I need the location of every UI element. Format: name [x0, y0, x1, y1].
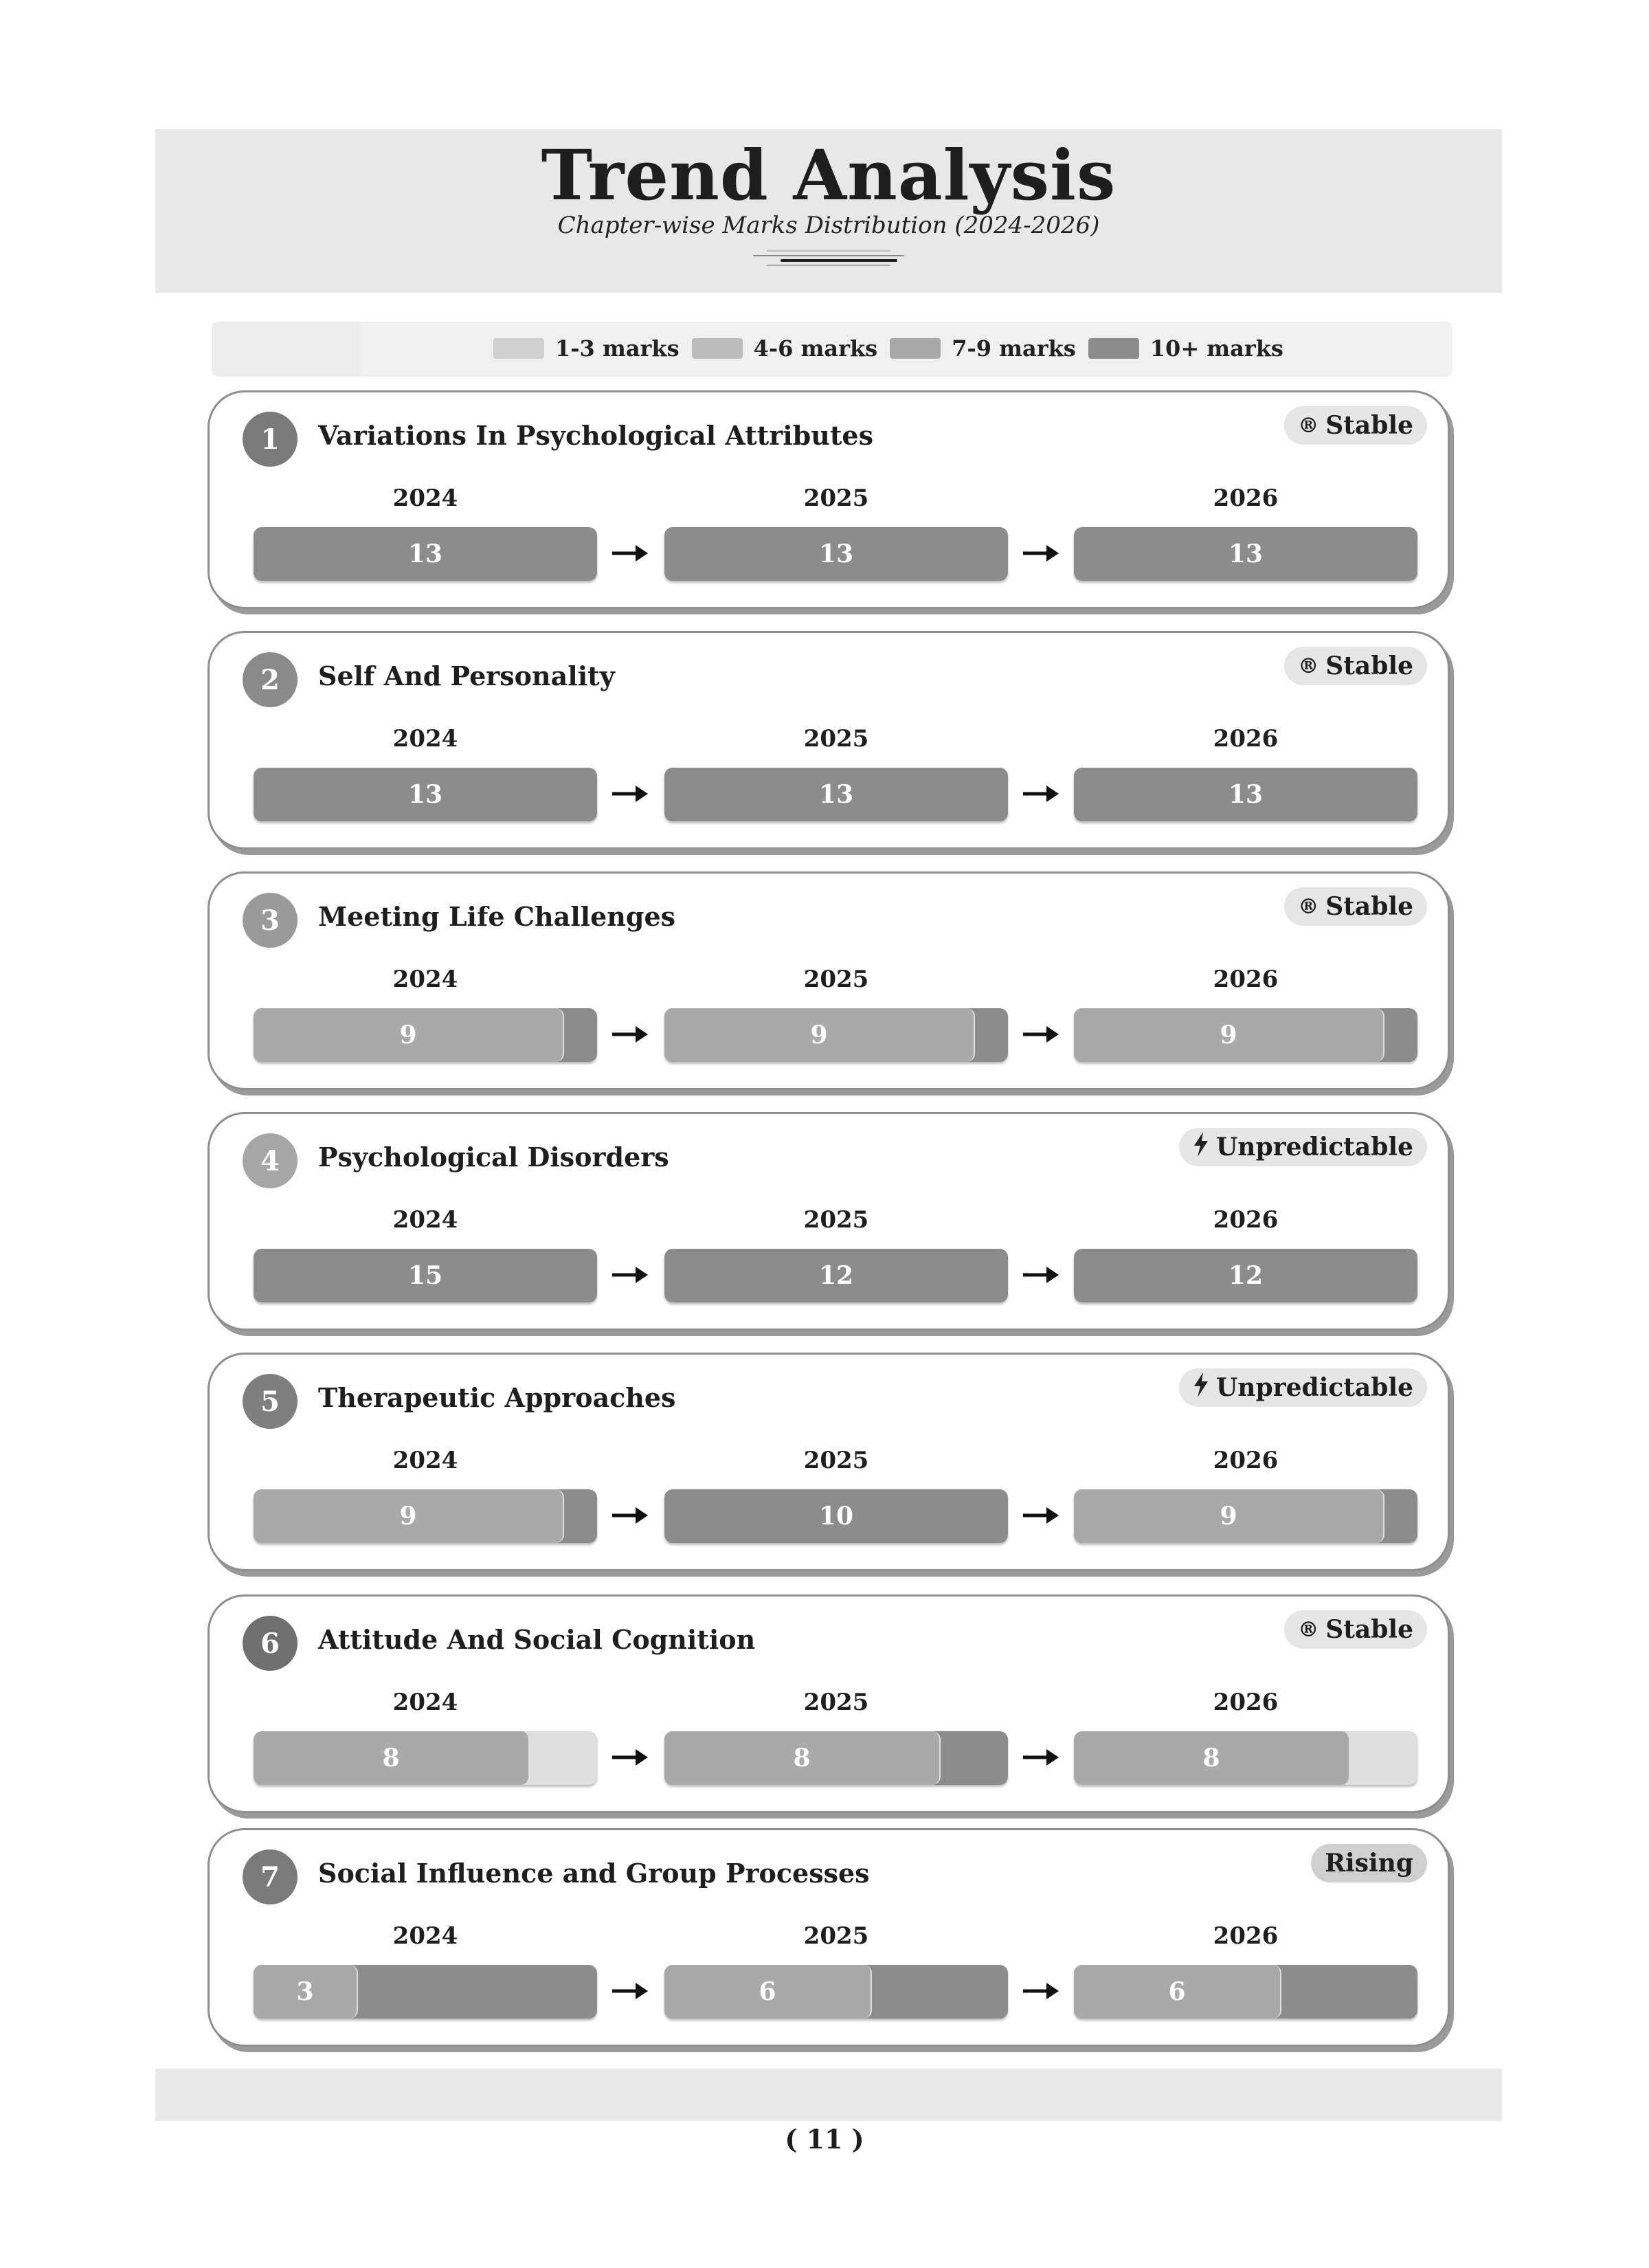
marks-value: 13 [407, 780, 443, 809]
year-label: 2024 [392, 485, 458, 512]
legend-item [890, 335, 1076, 362]
legend-item [1088, 335, 1283, 362]
marks-bar [254, 527, 597, 581]
marks-value: 9 [1220, 1021, 1237, 1049]
year-label: 2025 [803, 485, 869, 512]
footer-band [155, 2069, 1502, 2121]
marks-bar [1074, 1008, 1417, 1062]
trend-badge [1179, 1128, 1427, 1166]
year-label: 2025 [803, 1206, 869, 1234]
chapter-title: Self And Personality [318, 660, 615, 691]
marks-bar [254, 1731, 597, 1785]
header-band [155, 129, 1502, 293]
year-label: 2024 [392, 1689, 458, 1716]
marks-value: 10 [818, 1502, 854, 1531]
marks-bar [664, 768, 1008, 821]
marks-value: 9 [399, 1021, 417, 1049]
marks-bar [664, 1008, 1008, 1062]
arrow-right-icon [1022, 1021, 1060, 1048]
chapter-title: Meeting Life Challenges [318, 901, 676, 932]
arrow-right-icon [1022, 1502, 1060, 1529]
legend-item [493, 335, 680, 362]
chapter-card [207, 1828, 1450, 2047]
trend-badge [1311, 1844, 1427, 1882]
chapter-card [207, 631, 1450, 849]
chapter-title: Attitude And Social Cognition [318, 1624, 756, 1655]
marks-value: 15 [407, 1261, 443, 1290]
marks-value: 9 [810, 1021, 828, 1049]
marks-bar [254, 1489, 597, 1543]
trend-badge [1284, 406, 1427, 445]
marks-value: 13 [407, 540, 443, 568]
registered-icon: ® [1298, 654, 1319, 678]
year-label: 2025 [803, 725, 869, 753]
marks-value: 8 [1202, 1744, 1220, 1772]
marks-value: 12 [818, 1261, 854, 1290]
marks-value: 6 [759, 1977, 776, 2006]
trend-badge [1284, 1610, 1427, 1649]
marks-bar [254, 768, 597, 821]
chapter-number-badge: 5 [243, 1374, 298, 1429]
year-label: 2025 [803, 966, 869, 993]
year-label: 2026 [1213, 1922, 1279, 1950]
year-label: 2025 [803, 1447, 869, 1474]
chapter-number-badge: 4 [243, 1133, 298, 1188]
chapter-title: Social Influence and Group Processes [318, 1858, 870, 1889]
year-label: 2026 [1213, 1689, 1279, 1716]
chapter-title: Psychological Disorders [318, 1142, 669, 1172]
marks-bar [664, 1965, 1008, 2019]
chapter-card [207, 1353, 1450, 1571]
chapter-card [207, 871, 1450, 1090]
marks-value: 12 [1228, 1261, 1264, 1290]
registered-icon: ® [1298, 894, 1319, 919]
registered-icon: ® [1298, 413, 1319, 438]
marks-value: 8 [793, 1744, 811, 1772]
legend [212, 322, 1452, 377]
marks-bar [254, 1249, 597, 1302]
chapter-number-badge: 2 [243, 652, 298, 707]
marks-bar [254, 1965, 597, 2019]
legend-label: 10+ marks [1149, 335, 1283, 362]
marks-value: 3 [296, 1977, 314, 2006]
marks-bar [1074, 1965, 1417, 2019]
marks-bar [664, 1489, 1008, 1543]
marks-bar [664, 1249, 1008, 1302]
legend-swatch [692, 338, 743, 359]
trend-badge [1284, 887, 1427, 926]
arrow-right-icon [1022, 780, 1060, 808]
year-label: 2026 [1213, 1447, 1279, 1474]
page-title: Trend Analysis [541, 135, 1117, 216]
marks-value: 13 [1228, 540, 1264, 568]
marks-bar [1074, 527, 1417, 581]
trend-label: Unpredictable [1215, 1373, 1413, 1402]
marks-value: 8 [382, 1744, 400, 1772]
arrow-right-icon [1022, 540, 1060, 567]
arrow-right-icon [611, 540, 649, 567]
year-label: 2024 [392, 1447, 458, 1474]
chapter-title: Therapeutic Approaches [318, 1382, 676, 1413]
marks-bar [1074, 1489, 1417, 1543]
year-label: 2024 [392, 966, 458, 993]
trend-label: Stable [1325, 1615, 1413, 1644]
chapter-card [207, 390, 1450, 609]
year-label: 2024 [392, 725, 458, 753]
chapter-title: Variations In Psychological Attributes [318, 420, 873, 451]
marks-bar [664, 1731, 1008, 1785]
arrow-right-icon [611, 1744, 649, 1771]
trend-label: Rising [1325, 1849, 1413, 1878]
page-number: ( 11 ) [785, 2124, 864, 2155]
year-label: 2024 [392, 1206, 458, 1234]
arrow-right-icon [611, 1021, 649, 1048]
arrow-right-icon [1022, 1261, 1060, 1289]
marks-value: 6 [1168, 1977, 1186, 2006]
marks-value: 13 [818, 780, 854, 809]
lightning-icon [1193, 1132, 1209, 1162]
chapter-number-badge: 3 [243, 893, 298, 948]
page-subtitle: Chapter-wise Marks Distribution (2024-2026) [557, 212, 1100, 239]
trend-label: Unpredictable [1215, 1133, 1413, 1161]
marks-bar [254, 1008, 597, 1062]
legend-label: 1-3 marks [555, 335, 680, 362]
arrow-right-icon [1022, 1744, 1060, 1771]
registered-icon: ® [1298, 1617, 1319, 1642]
marks-value: 9 [399, 1502, 417, 1531]
trend-badge [1284, 647, 1427, 685]
chapter-number-badge: 1 [243, 412, 298, 467]
legend-swatch [1088, 338, 1139, 359]
chapter-card [207, 1594, 1450, 1813]
chapter-card [207, 1112, 1450, 1331]
year-label: 2025 [803, 1689, 869, 1716]
year-label: 2026 [1213, 1206, 1279, 1234]
marks-bar [1074, 768, 1417, 821]
trend-label: Stable [1325, 652, 1413, 680]
year-label: 2024 [392, 1922, 458, 1950]
chapter-number-badge: 7 [243, 1849, 298, 1904]
year-label: 2026 [1213, 966, 1279, 993]
trend-label: Stable [1325, 411, 1413, 440]
arrow-right-icon [611, 780, 649, 808]
legend-label: 4-6 marks [753, 335, 878, 362]
year-label: 2026 [1213, 725, 1279, 753]
year-label: 2026 [1213, 485, 1279, 512]
arrow-right-icon [611, 1502, 649, 1529]
marks-value: 13 [818, 540, 854, 568]
arrow-right-icon [611, 1261, 649, 1289]
marks-bar [1074, 1731, 1417, 1785]
marks-value: 13 [1228, 780, 1264, 809]
chapter-number-badge: 6 [243, 1616, 298, 1671]
marks-value: 9 [1220, 1502, 1237, 1531]
legend-items [493, 335, 1296, 362]
marks-bar [664, 527, 1008, 581]
year-label: 2025 [803, 1922, 869, 1950]
legend-swatch [493, 338, 544, 359]
marks-bar [1074, 1249, 1417, 1302]
legend-swatch [890, 338, 941, 359]
title-divider [746, 247, 911, 268]
lightning-icon [1193, 1372, 1209, 1403]
legend-item [692, 335, 878, 362]
trend-label: Stable [1325, 892, 1413, 921]
arrow-right-icon [611, 1977, 649, 2005]
arrow-right-icon [1022, 1977, 1060, 2005]
trend-badge [1179, 1368, 1427, 1407]
legend-label: 7-9 marks [952, 335, 1076, 362]
